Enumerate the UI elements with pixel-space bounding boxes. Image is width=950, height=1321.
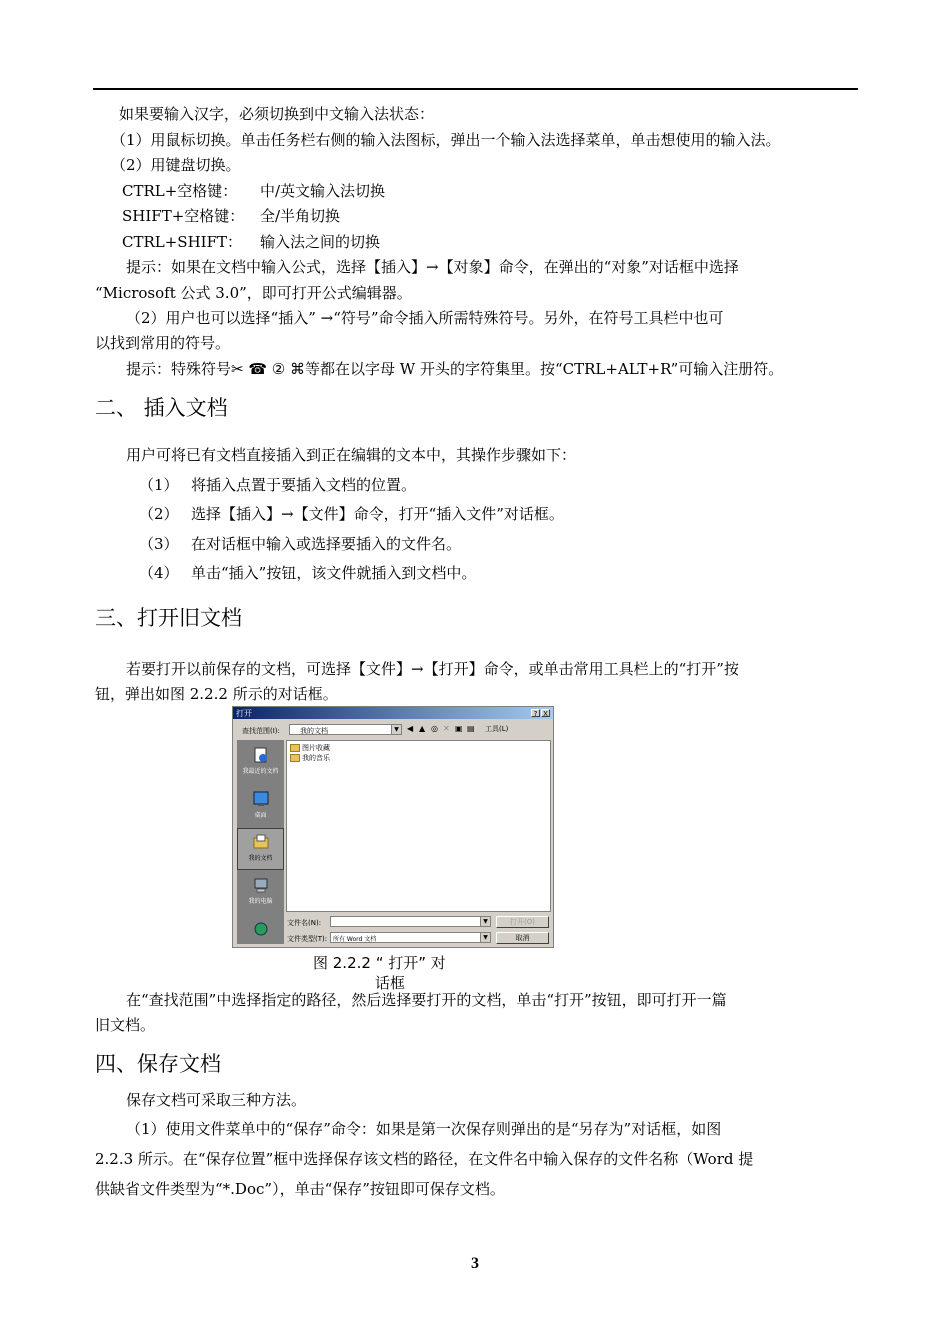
tip-text: 等都在以字母 W 开头的字符集里。按“CTRL+ALT+R”可输入注册符。: [305, 360, 784, 378]
open-button[interactable]: 打开(O): [496, 916, 549, 928]
step-text: 单击“插入”按钮，该文件就插入到文档中。: [191, 564, 477, 582]
up-folder-icon[interactable]: ▲: [419, 724, 426, 733]
file-list[interactable]: [286, 740, 551, 912]
section-heading: 三、打开旧文档: [95, 606, 242, 630]
filetype-select[interactable]: [330, 932, 491, 943]
text-line: （1）使用文件菜单中的“保存”命令：如果是第一次保存则弹出的是“另存为”对话框，如图: [126, 1120, 722, 1138]
places-label: 我的电脑: [248, 898, 273, 905]
step-text: 选择【插入】→【文件】命令，打开“插入文件”对话框。: [191, 505, 564, 523]
delete-icon[interactable]: ✕: [443, 724, 450, 733]
lookin-value: 我的文档: [300, 727, 328, 735]
file-name: 我的音乐: [302, 754, 330, 762]
page-number: 3: [471, 1255, 479, 1272]
shortcut-key: CTRL+空格键：: [122, 182, 238, 200]
places-recent[interactable]: [237, 742, 284, 784]
tip-line: “Microsoft 公式 3.0”，即可打开公式编辑器。: [95, 284, 412, 302]
text-line: 如果要输入汉字，必须切换到中文输入法状态：: [119, 105, 435, 123]
help-button[interactable]: ?: [531, 709, 540, 717]
section-heading: 二、 插入文档: [95, 396, 228, 420]
text-line: 供缺省文件类型为“*.Doc”），单击“保存”按钮即可保存文档。: [95, 1180, 505, 1198]
lookin-select[interactable]: [289, 724, 402, 735]
text-line: （1）用鼠标切换。单击任务栏右侧的输入法图标，弹出一个输入法选择菜单，单击想使用的输入法。: [111, 131, 781, 149]
recent-docs-icon: [252, 746, 270, 764]
text-line: （2）用键盘切换。: [111, 156, 241, 174]
shortcut-key: CTRL+SHIFT：: [122, 233, 243, 251]
places-network[interactable]: [237, 916, 284, 958]
places-mydocs[interactable]: [237, 828, 284, 870]
header-rule: [93, 88, 858, 90]
special-symbols: ✂ ☎ ② ⌘: [231, 360, 306, 378]
my-documents-icon: [252, 833, 270, 851]
back-icon[interactable]: ◀: [407, 724, 414, 733]
text-line: 钮，弹出如图 2.2.2 所示的对话框。: [95, 685, 338, 703]
shortcut-key: SHIFT+空格键：: [122, 207, 245, 225]
text-line: 2.2.3 所示。在“保存位置”框中选择保存该文档的路径，在文件名中输入保存的文件名称（Word 提: [95, 1150, 754, 1168]
filetype-value: 所有 Word 文档: [333, 936, 377, 943]
shortcut-desc: 输入法之间的切换: [260, 233, 381, 251]
list-item[interactable]: [290, 743, 330, 753]
views-icon[interactable]: ▤: [467, 724, 475, 733]
close-button[interactable]: X: [541, 709, 550, 717]
places-label: 桌面: [254, 812, 267, 819]
file-name: 图片收藏: [302, 744, 330, 752]
text-line: 保存文档可采取三种方法。: [126, 1091, 307, 1109]
tip-line: 提示：如果在文档中输入公式，选择【插入】→【对象】命令，在弹出的“对象”对话框中选择: [126, 258, 739, 276]
chevron-down-icon[interactable]: ▼: [480, 933, 490, 942]
figure-caption: 话框: [375, 974, 406, 992]
tip-line: [126, 360, 783, 378]
text-line: （2）用户也可以选择“插入” →“符号”命令插入所需特殊符号。另外，在符号工具栏中也可: [126, 309, 724, 327]
shortcut-desc: 中/英文输入法切换: [260, 182, 386, 200]
desktop-icon: [252, 790, 270, 808]
step-num: （1）: [139, 476, 179, 494]
filename-input[interactable]: [330, 916, 491, 927]
text-line: 以找到常用的符号。: [95, 334, 231, 352]
figure-caption: 图 2.2.2 “ 打开” 对: [313, 954, 446, 972]
tools-menu[interactable]: 工具(L): [485, 725, 509, 733]
dialog-title: 打开: [236, 709, 252, 718]
text-line: 在“查找范围”中选择指定的路径，然后选择要打开的文档，单击“打开”按钮，即可打开一篇: [126, 991, 727, 1009]
section-heading: 四、保存文档: [95, 1052, 221, 1076]
places-desktop[interactable]: [237, 786, 284, 828]
tip-text: 提示：特殊符号: [126, 360, 232, 378]
places-label: 我的文档: [248, 855, 273, 862]
list-item[interactable]: [290, 753, 330, 763]
text-line: 用户可将已有文档直接插入到正在编辑的文本中，其操作步骤如下：: [126, 446, 577, 464]
filetype-label: 文件类型(T):: [287, 935, 328, 943]
text-line: 旧文档。: [95, 1016, 156, 1034]
cancel-button[interactable]: 取消: [496, 932, 549, 944]
network-icon: [252, 920, 270, 938]
places-mycomputer[interactable]: [237, 872, 284, 914]
places-label: 我最近的文档: [242, 768, 279, 775]
new-folder-icon[interactable]: ▣: [455, 724, 463, 733]
places-bar: [237, 740, 284, 944]
lookin-label: 查找范围(I):: [242, 727, 280, 735]
step-text: 在对话框中输入或选择要插入的文件名。: [191, 535, 462, 553]
text-line: 若要打开以前保存的文档，可选择【文件】→【打开】命令，或单击常用工具栏上的“打开”按: [126, 660, 739, 678]
folder-icon: [290, 754, 300, 762]
my-computer-icon: [252, 876, 270, 894]
filename-label: 文件名(N):: [287, 919, 322, 927]
chevron-down-icon[interactable]: ▼: [391, 725, 401, 734]
folder-icon: [290, 744, 300, 752]
search-web-icon[interactable]: ◎: [431, 724, 438, 733]
step-num: （3）: [139, 535, 179, 553]
step-num: （2）: [139, 505, 179, 523]
chevron-down-icon[interactable]: ▼: [480, 917, 490, 926]
open-dialog-figure: [232, 706, 554, 948]
dialog-titlebar: [233, 707, 553, 719]
step-text: 将插入点置于要插入文档的位置。: [191, 476, 417, 494]
step-num: （4）: [139, 564, 179, 582]
shortcut-desc: 全/半角切换: [260, 207, 341, 225]
